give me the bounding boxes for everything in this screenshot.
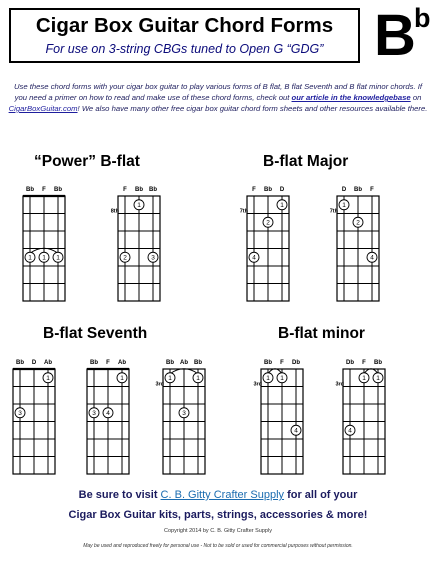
finger-number: 1 xyxy=(42,254,46,262)
fret-position-label: 3rd xyxy=(253,381,262,388)
string-note-label: D xyxy=(31,360,37,366)
finger-number: 4 xyxy=(348,427,352,435)
chord-chart xyxy=(87,360,129,474)
finger-number: 1 xyxy=(28,254,32,262)
string-note-label: Db xyxy=(346,360,354,366)
string-note-label: Bb xyxy=(149,187,157,193)
fret-position-label: 3rd xyxy=(335,381,344,388)
finger-number: 1 xyxy=(376,375,380,383)
visit-message xyxy=(0,485,436,525)
knowledgebase-link[interactable]: our article in the knowledgebase xyxy=(291,93,411,102)
finger-number: 2 xyxy=(266,219,270,227)
finger-number: 3 xyxy=(18,410,22,418)
page-subtitle: For use on 3-string CBGs tuned to Open G “GDG” xyxy=(45,42,324,56)
finger-number: 1 xyxy=(266,375,270,383)
section-title-major: B-flat Major xyxy=(263,153,349,170)
string-note-label: F xyxy=(252,187,256,193)
string-note-label: F xyxy=(123,187,127,193)
chord-chart xyxy=(330,187,379,301)
fret-position-label: 7th xyxy=(329,208,338,215)
fret-position-label: 3rd xyxy=(155,381,164,388)
finger-number: 3 xyxy=(151,254,155,262)
string-note-label: Db xyxy=(292,360,300,366)
usage-disclaimer: May be used and reproduced freely for personal use - Not to be sold or used for commercial purposes without permission. xyxy=(83,543,353,549)
string-note-label: Bb xyxy=(264,360,272,366)
string-note-label: D xyxy=(279,187,285,193)
finger-number: 1 xyxy=(362,375,366,383)
chord-chart xyxy=(155,360,205,474)
string-note-label: Bb xyxy=(194,360,202,366)
string-note-label: Bb xyxy=(264,187,272,193)
finger-number: 1 xyxy=(280,375,284,383)
finger-number: 4 xyxy=(370,254,374,262)
cigarboxguitar-link[interactable]: CigarBoxGuitar.com xyxy=(8,104,78,113)
section-title-minor: B-flat minor xyxy=(278,325,365,342)
intro-text-3: ! We also have many other free cigar box guitar chord form sheets and other resources available there. xyxy=(77,104,428,113)
fret-position-label: 8th xyxy=(110,208,119,215)
visit-line-2: Cigar Box Guitar kits, parts, strings, accessories & more! xyxy=(68,509,368,521)
string-note-label: Bb xyxy=(54,187,62,193)
visit-text-2: for all of your xyxy=(284,489,358,501)
chord-chart xyxy=(23,187,65,301)
key-flat-symbol: b xyxy=(414,3,431,33)
string-note-label: Bb xyxy=(166,360,174,366)
cb-gitty-link[interactable]: C. B. Gitty Crafter Supply xyxy=(160,489,285,501)
intro-text-2: on xyxy=(410,93,422,102)
finger-number: 1 xyxy=(46,375,50,383)
finger-number: 3 xyxy=(182,410,186,418)
section-title-power: “Power” B-flat xyxy=(34,153,140,170)
string-note-label: F xyxy=(280,360,284,366)
finger-number: 1 xyxy=(120,375,124,383)
finger-number: 4 xyxy=(252,254,256,262)
string-note-label: F xyxy=(362,360,366,366)
finger-number: 3 xyxy=(92,410,96,418)
page-title: Cigar Box Guitar Chord Forms xyxy=(35,14,334,37)
copyright-notice: Copyright 2014 by C. B. Gitty Crafter Supply xyxy=(164,528,272,534)
finger-number: 2 xyxy=(123,254,127,262)
string-note-label: Ab xyxy=(44,360,52,366)
finger-number: 1 xyxy=(196,375,200,383)
string-note-label: F xyxy=(106,360,110,366)
string-note-label: Bb xyxy=(354,187,362,193)
chord-chart xyxy=(253,360,303,474)
string-note-label: F xyxy=(42,187,46,193)
section-title-seventh: B-flat Seventh xyxy=(43,325,148,342)
string-note-label: Ab xyxy=(180,360,188,366)
finger-number: 4 xyxy=(294,427,298,435)
chord-chart xyxy=(111,187,160,301)
string-note-label: Bb xyxy=(374,360,382,366)
string-note-label: Bb xyxy=(26,187,34,193)
string-note-label: Bb xyxy=(135,187,143,193)
finger-number: 2 xyxy=(356,219,360,227)
string-note-label: F xyxy=(370,187,374,193)
chord-chart xyxy=(335,360,385,474)
string-note-label: Bb xyxy=(16,360,24,366)
finger-number: 1 xyxy=(137,202,141,210)
visit-text-1: Be sure to visit xyxy=(78,489,161,501)
intro-text-1: Use these chord forms with your cigar box guitar to play various forms of B flat, B flat Seventh and B flat minor chords. If you need a primer on how to read and make use of these chord forms, check out xyxy=(13,82,423,102)
finger-number: 1 xyxy=(280,202,284,210)
finger-number: 1 xyxy=(342,202,346,210)
key-letter: B xyxy=(374,3,416,68)
string-note-label: Ab xyxy=(118,360,126,366)
string-note-label: Bb xyxy=(90,360,98,366)
string-note-label: D xyxy=(341,187,347,193)
finger-number: 1 xyxy=(56,254,60,262)
fret-position-label: 7th xyxy=(239,208,248,215)
finger-number: 1 xyxy=(168,375,172,383)
chord-chart xyxy=(240,187,289,301)
finger-number: 4 xyxy=(106,410,110,418)
chord-chart xyxy=(13,360,55,474)
